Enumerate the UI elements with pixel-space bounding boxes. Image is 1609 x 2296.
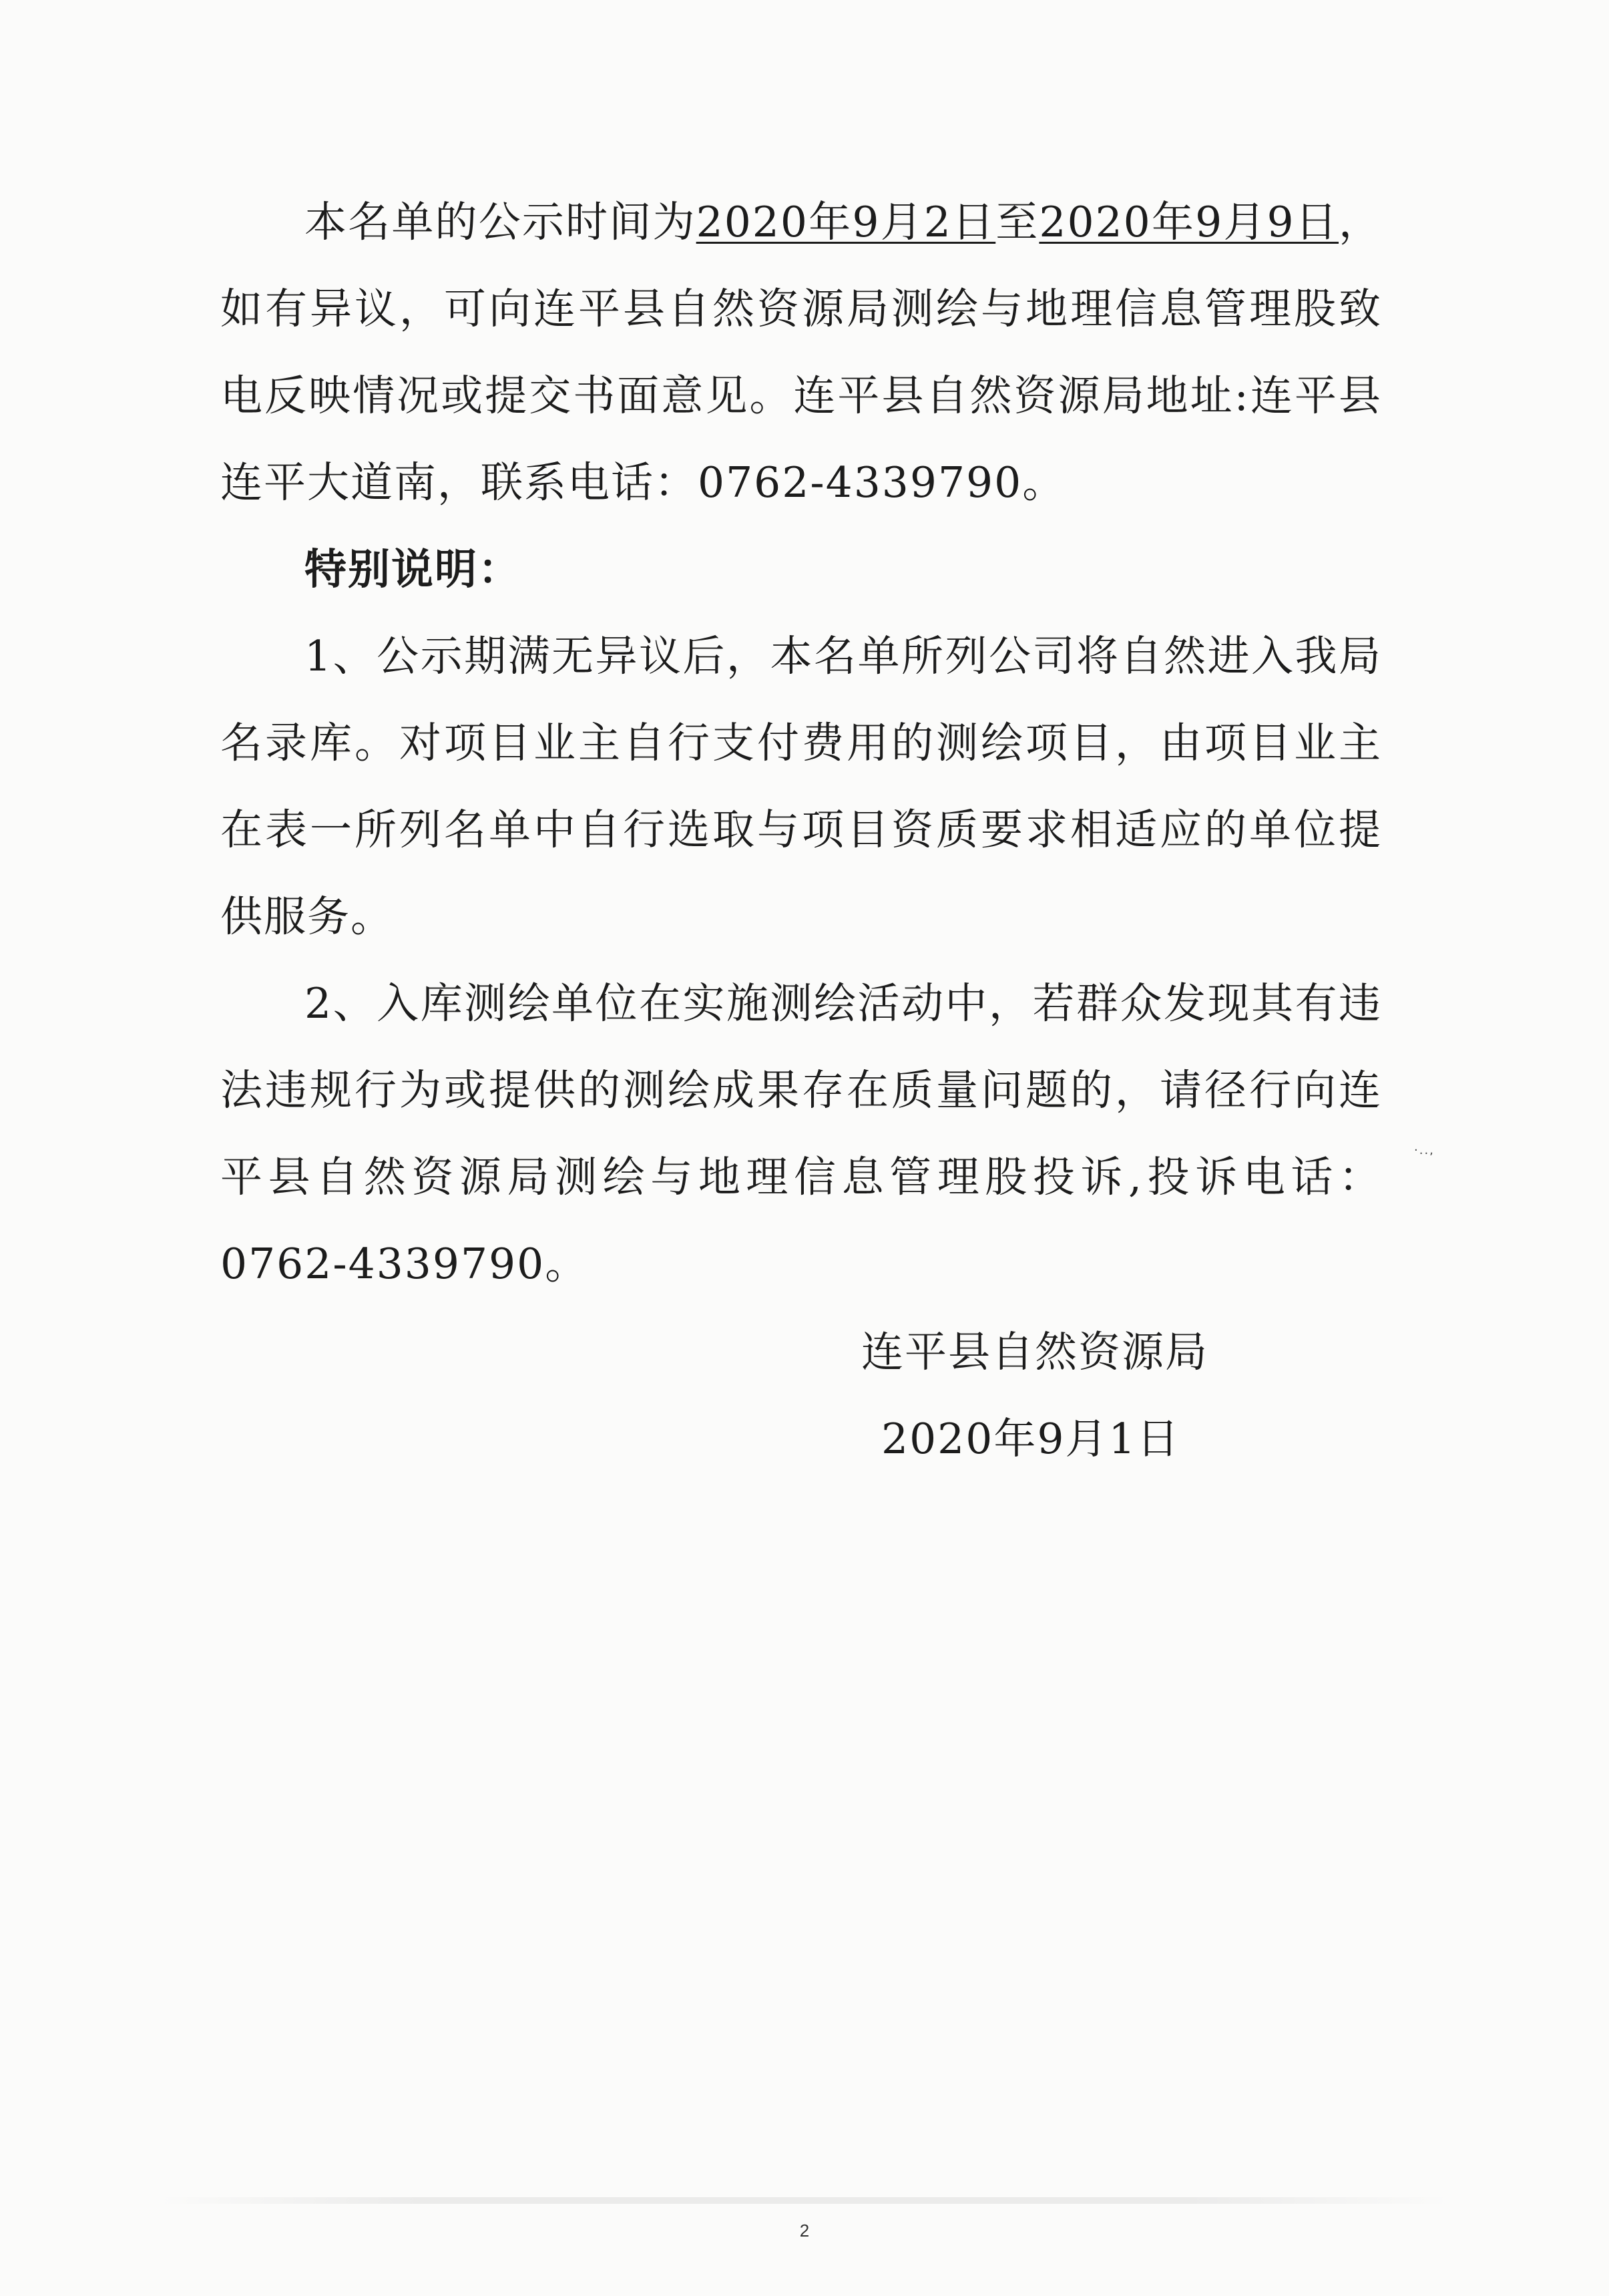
special-notes-heading: 特别说明： bbox=[304, 545, 521, 594]
end-date: 2020年9月9日 bbox=[1039, 198, 1339, 246]
scan-speck: ·.., bbox=[1414, 1143, 1435, 1157]
special-note-1: 1、公示期满无异议后，本名单所列公司将自然进入我局名录库。对项目业主自行支付费用的测绘项目，由项目业主在表一所列名单中自行选取与项目资质要求相适应的单位提供服务。 bbox=[220, 632, 1382, 941]
document-body bbox=[220, 179, 1382, 1308]
announcement-paragraph bbox=[220, 179, 1382, 526]
issue-date: 2020年9月1日 bbox=[881, 1414, 1180, 1463]
paragraph-text-part-2: 至 bbox=[995, 198, 1040, 246]
scan-artifact bbox=[160, 2197, 1449, 2204]
signature-block bbox=[861, 1309, 1208, 1483]
issuing-organization: 连平县自然资源局 bbox=[861, 1328, 1208, 1376]
paragraph-text-part-1: 本名单的公示时间为 bbox=[304, 198, 696, 246]
special-note-2: 2、入库测绘单位在实施测绘活动中，若群众发现其有违法违规行为或提供的测绘成果存在质量问题的，请径行向连平县自然资源局测绘与地理信息管理股投诉,投诉电话：0762-4339790。 bbox=[220, 979, 1382, 1288]
paragraph-text-part-3: ，如有异议，可向连平县自然资源局测绘与地理信息管理股致电反映情况或提交书面意见。连平县自然资源局地址:连平县连平大道南，联系电话：0762-4339790。 bbox=[220, 198, 1383, 507]
page-number: 2 bbox=[799, 2221, 810, 2241]
start-date: 2020年9月2日 bbox=[696, 198, 996, 246]
